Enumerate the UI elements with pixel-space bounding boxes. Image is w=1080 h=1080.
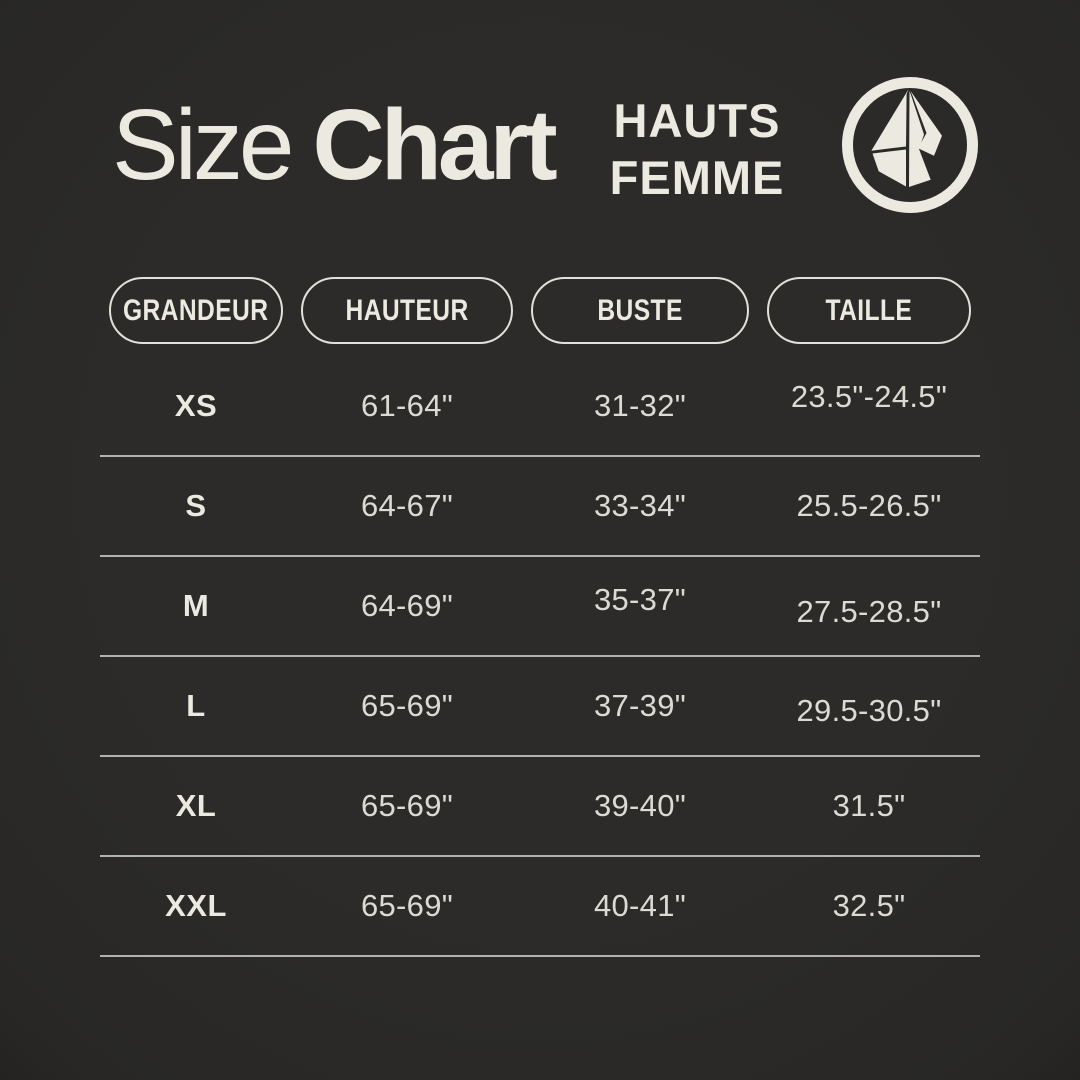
cell-size: S: [185, 488, 207, 523]
cell-buste: 31-32": [593, 388, 687, 423]
column-header-buste-label: BUSTE: [597, 293, 683, 327]
cell-taille: 29.5-30.5": [796, 693, 942, 728]
category-label: [590, 92, 804, 207]
page-title-bold: Chart: [312, 89, 554, 201]
category-line2: FEMME: [609, 151, 785, 205]
table-row-m: [100, 557, 980, 657]
cell-buste: 35-37": [593, 582, 687, 617]
cell-taille: 25.5-26.5": [796, 488, 942, 523]
cell-size: XXL: [165, 888, 227, 923]
column-header-grandeur-label: GRANDEUR: [123, 293, 269, 327]
cell-buste: 39-40": [593, 788, 687, 823]
cell-size: M: [182, 588, 210, 623]
table-row-xl: [100, 757, 980, 857]
cell-hauteur: 65-69": [360, 788, 454, 823]
table-row-xs: [100, 357, 980, 457]
cell-hauteur: 65-69": [360, 688, 454, 723]
cell-taille: 27.5-28.5": [796, 594, 942, 629]
column-header-hauteur-label: HAUTEUR: [345, 293, 469, 327]
cell-buste: 33-34": [593, 488, 687, 523]
volcom-stone-icon: [842, 77, 978, 213]
cell-hauteur: 61-64": [360, 388, 454, 423]
page-title: [112, 89, 554, 201]
cell-size: XL: [175, 788, 217, 823]
cell-buste: 37-39": [593, 688, 687, 723]
cell-hauteur: 64-67": [360, 488, 454, 523]
category-line1: HAUTS: [613, 94, 781, 147]
cell-hauteur: 64-69": [360, 588, 454, 623]
size-table: [100, 357, 980, 957]
column-header-grandeur: [109, 277, 283, 344]
table-row-s: [100, 457, 980, 557]
cell-size: L: [186, 688, 206, 723]
cell-hauteur: 65-69": [360, 888, 454, 923]
column-header-taille-label: TAILLE: [825, 293, 913, 327]
table-header-row: [100, 277, 980, 344]
cell-taille: 23.5"-24.5": [790, 379, 948, 414]
cell-size: XS: [174, 388, 218, 423]
column-header-buste: [531, 277, 749, 344]
column-header-taille: [767, 277, 971, 344]
table-row-xxl: [100, 857, 980, 957]
cell-buste: 40-41": [593, 888, 687, 923]
page-title-regular: Size: [112, 89, 291, 201]
column-header-hauteur: [301, 277, 513, 344]
cell-taille: 32.5": [832, 888, 906, 923]
table-row-l: [100, 657, 980, 757]
cell-taille: 31.5": [832, 788, 906, 823]
